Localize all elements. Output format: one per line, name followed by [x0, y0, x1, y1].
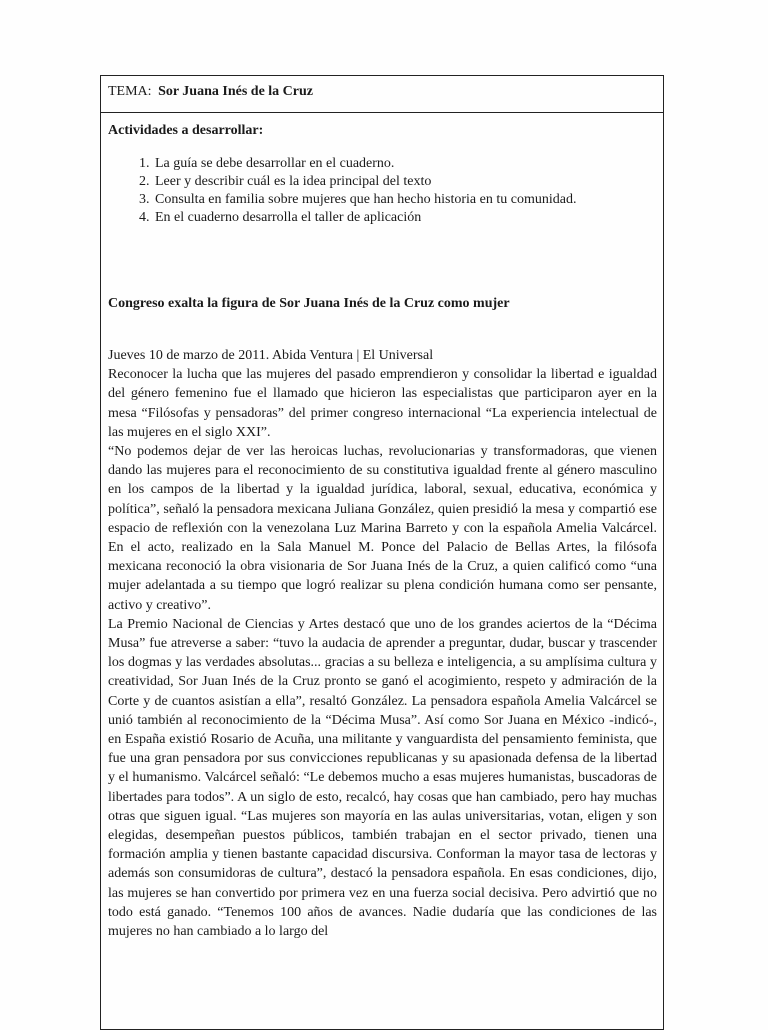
article-byline: Jueves 10 de marzo de 2011. Abida Ventura | El Universal [108, 348, 434, 363]
activity-item: 4. En el cuaderno desarrolla el taller de aplicación [153, 209, 657, 227]
article-paragraph: Reconocer la lucha que las mujeres del pasado emprendieron y consolidar la libertad e igualdad del género femenino fue el llamado que hicieron las especialistas que participaron ayer en la mesa “Filósofas y pensadoras” del primer congreso internacional “La experiencia intelectual de las mujeres en el siglo XXI”. [108, 367, 657, 440]
worksheet-content [101, 122, 663, 941]
activity-item: 2. Leer y describir cuál es la idea principal del texto [153, 173, 657, 191]
topic-row [101, 76, 663, 113]
activities-list [108, 155, 657, 227]
article-paragraph: “No podemos dejar de ver las heroicas luchas, revolucionarias y transformadoras, que vienen dando las mujeres para el reconocimiento de su constitutiva igualdad frente al género masculino en los campos de la libertad y la igualdad jurídica, laboral, sexual, educativa, económica y política”, señaló la pensadora mexicana Juliana González, quien presidió la mesa y compartió ese espacio de reflexión con la venezolana Luz Marina Barreto y con la española Amelia Valcárcel. En el acto, realizado en la Sala Manuel M. Ponce del Palacio de Bellas Artes, la filósofa mexicana reconoció la obra visionaria de Sor Juana Inés de la Cruz, a quien calificó como “una mujer adelantada a su tiempo que logró realizar su plena condición humana como ser pensante, activo y creativo”. [108, 444, 657, 613]
article-headline: Congreso exalta la figura de Sor Juana Inés de la Cruz como mujer [108, 296, 510, 311]
article-paragraph: La Premio Nacional de Ciencias y Artes destacó que uno de los grandes aciertos de la “Décima Musa” fue atreverse a saber: “tuvo la audacia de aprender a preguntar, dudar, buscar y trascender los dogmas y las verdades absolutas... gracias a su belleza e inteligencia, a su amplísima cultura y creatividad, Sor Juan Inés de la Cruz pronto se ganó el acogimiento, respeto y admiración de la Corte y de cuantos asistían a ella”, resaltó González. La pensadora española Amelia Valcárcel se unió también al reconocimiento de la “Décima Musa”. Así como Sor Juana en México -indicó-, en España existió Rosario de Acuña, una militante y vanguardista del pensamiento feminista, que fue una gran pensadora por sus convicciones republicanas y su apasionada defensa de la libertad y el humanismo. Valcárcel señaló: “Le debemos mucho a esas mujeres humanistas, buscadoras de libertades para todos”. A un siglo de esto, recalcó, hay cosas que han cambiado, pero hay muchas otras que siguen igual. “Las mujeres son mayoría en las aulas universitarias, votan, eligen y son elegidas, desempeñan puestos públicos, también trabajan en el sector privado, tienen una formación amplia y tienen bastante capacidad discursiva. Conforman la mayor tasa de lectoras y además son consumidoras de cultura”, destacó la pensadora española. En esas condiciones, dijo, las mujeres se han convertido por primera vez en una fuerza social decisiva. Pero advirtió que no todo está ganado. “Tenemos 100 años de avances. Nadie dudaría que las condiciones de las mujeres no han cambiado a lo largo del [108, 616, 657, 940]
topic-label: TEMA: [108, 84, 152, 99]
worksheet-table [100, 75, 664, 1030]
activities-title: Actividades a desarrollar: [108, 123, 264, 138]
topic-value: Sor Juana Inés de la Cruz [158, 84, 313, 99]
activity-item: 1. La guía se debe desarrollar en el cuaderno. [153, 155, 657, 173]
activity-item: 3. Consulta en familia sobre mujeres que han hecho historia en tu comunidad. [153, 191, 657, 209]
article-body [108, 346, 657, 941]
